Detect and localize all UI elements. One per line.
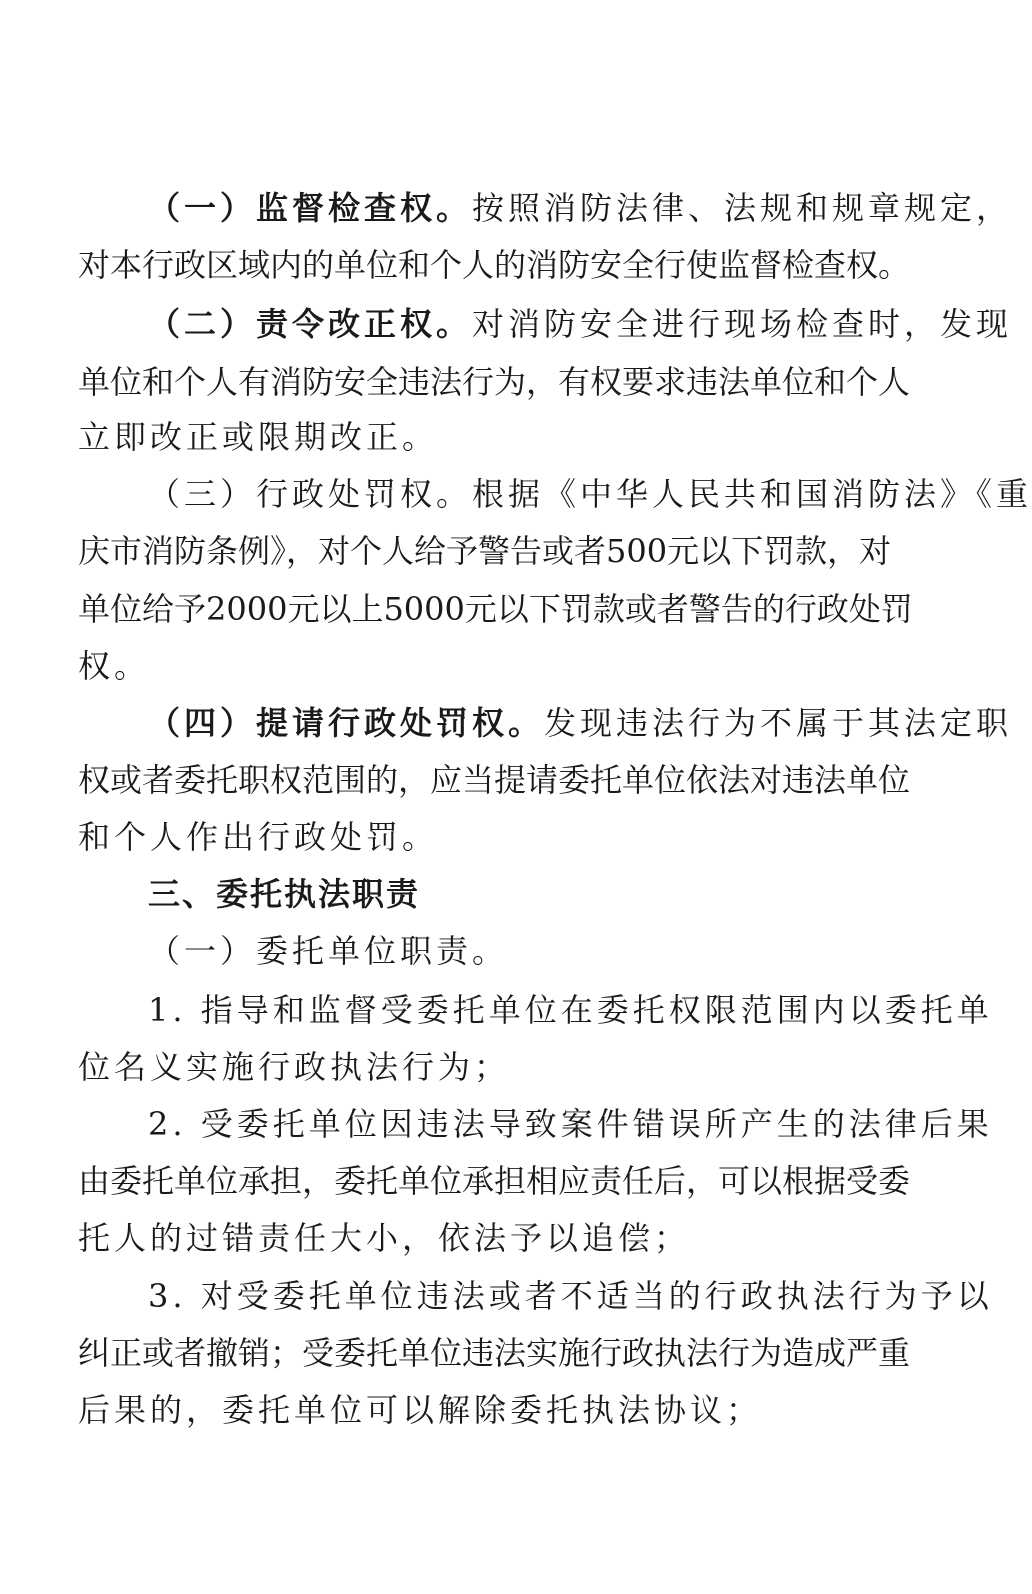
paragraph-3-line-4: 权。 [78, 647, 151, 685]
paragraph-1-text: 按照消防法律、法规和规章规定， [472, 189, 1013, 227]
item-3-line-2: 纠正或者撤销；受委托单位违法实施行政执法行为造成严重 [78, 1334, 911, 1372]
item-1-line-2: 位名义实施行政执法行为； [78, 1048, 511, 1086]
paragraph-2-line-3: 立即改正或限期改正。 [78, 418, 439, 456]
paragraph-4-text: 发现违法行为不属于其法定职 [544, 704, 1013, 742]
paragraph-2-text: 对消防安全进行现场检查时，发现 [472, 305, 1013, 343]
paragraph-4-title: （四）提请行政处罚权。 [148, 704, 545, 742]
section-3-heading: 三、委托执法职责 [148, 875, 421, 913]
item-2-line-1: 2. 受委托单位因违法导致案件错误所产生的法律后果 [148, 1105, 993, 1143]
paragraph-3-line-3: 单位给予2000元以上5000元以下罚款或者警告的行政处罚 [78, 590, 913, 628]
paragraph-4-line-2: 权或者委托职权范围的，应当提请委托单位依法对违法单位 [78, 761, 911, 799]
paragraph-4-line-1 [148, 703, 1013, 743]
paragraph-2-line-2: 单位和个人有消防安全违法行为，有权要求违法单位和个人 [78, 363, 911, 401]
item-3-line-1: 3. 对受委托单位违法或者不适当的行政执法行为予以 [148, 1277, 993, 1315]
paragraph-3-title: （三）行政处罚权。 [148, 475, 473, 513]
paragraph-4-line-3: 和个人作出行政处罚。 [78, 818, 439, 856]
item-3-line-3: 后果的，委托单位可以解除委托执法协议； [78, 1391, 763, 1429]
item-1-line-1: 1. 指导和监督受委托单位在委托权限范围内以委托单 [148, 991, 993, 1029]
paragraph-3-text: 根据《中华人民共和国消防法》《重 [472, 475, 1032, 513]
paragraph-2-title: （二）责令改正权。 [148, 305, 473, 343]
paragraph-1-line-2: 对本行政区域内的单位和个人的消防安全行使监督检查权。 [78, 246, 911, 284]
item-2-line-3: 托人的过错责任大小，依法予以追偿； [78, 1219, 691, 1257]
paragraph-3-line-1 [148, 474, 1032, 514]
subsection-1-heading: （一）委托单位职责。 [148, 932, 509, 970]
paragraph-1-title: （一）监督检查权。 [148, 189, 473, 227]
paragraph-3-line-2: 庆市消防条例》，对个人给予警告或者500元以下罚款，对 [78, 532, 892, 570]
item-2-line-2: 由委托单位承担，委托单位承担相应责任后，可以根据受委 [78, 1162, 911, 1200]
paragraph-2-line-1 [148, 304, 1013, 344]
paragraph-1-line-1 [148, 188, 1013, 228]
